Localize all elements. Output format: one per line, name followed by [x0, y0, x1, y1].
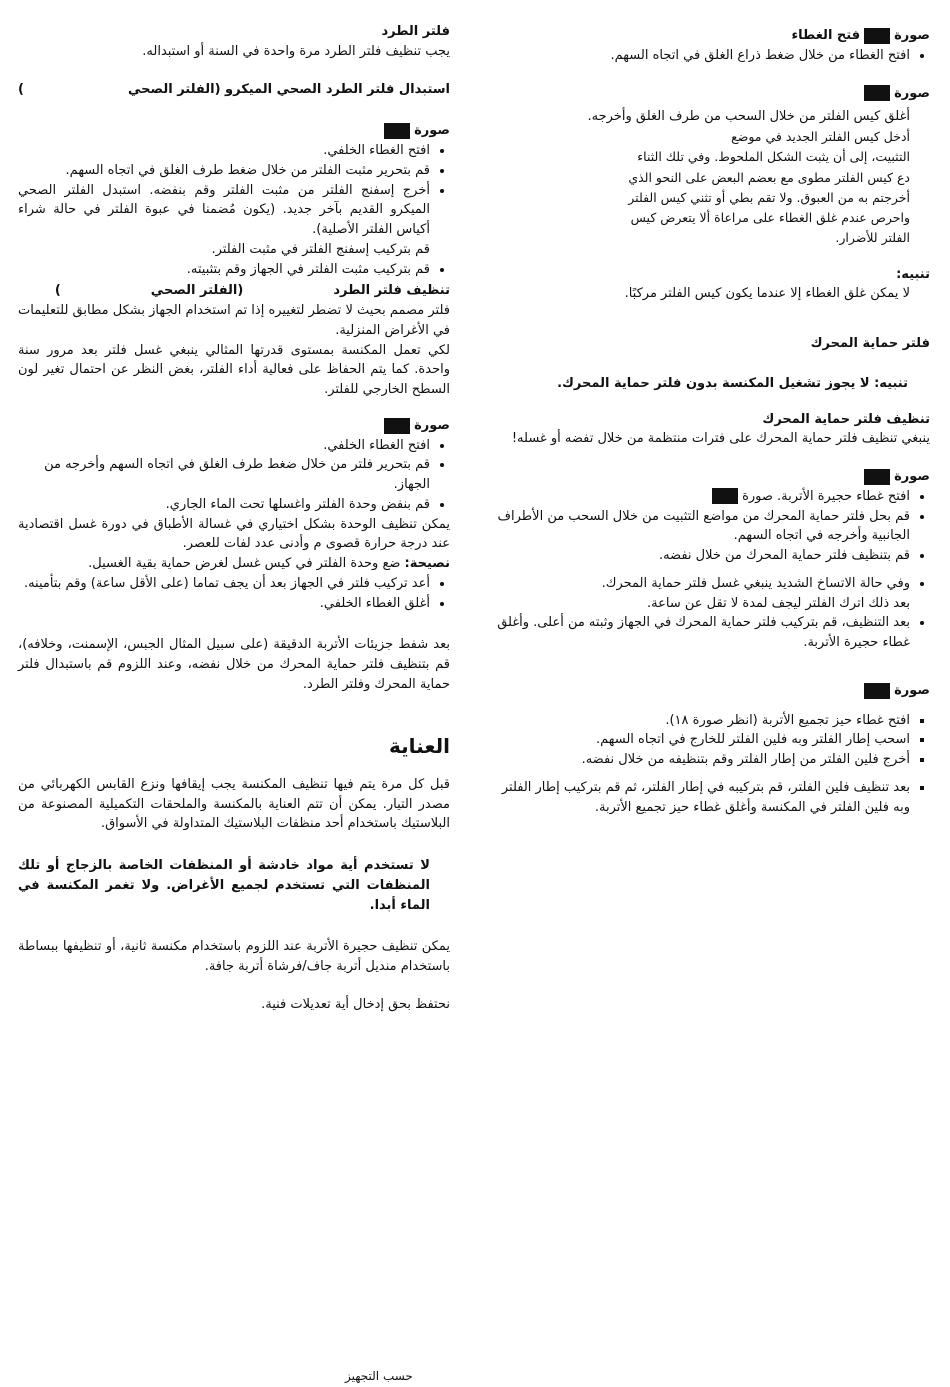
- hepa-text: لكي تعمل المكنسة بمستوى قدرتها المثالي ينبغي غسل فلتر بعد مرور سنة واحدة. كما يتم الحفاظ على فعالية أداء الفلتر، بغض النظر عن احتمال تغير لون السطح الخارجي للفلتر.: [18, 342, 450, 397]
- figure-heading: [492, 681, 930, 701]
- fine-dust-text: بعد شفط جزيئات الأتربة الدقيقة (على سبيل المثال الجبس، الإسمنت، وخلافه)، قم بتنظيف فلتر حماية المحرك من خلال نفضه، وعند اللزوم قم باستبدال فلتر حماية المحرك وفلتر الطرد.: [18, 637, 450, 692]
- motor-clean-title: تنظيف فلتر حماية المحرك: [762, 411, 930, 427]
- mirrored-line: .رارضألل رتلفلا: [835, 230, 910, 246]
- figure-heading-open-cover: [492, 26, 930, 46]
- motor-clean-text: ينبغي تنظيف فلتر حماية المحرك على فترات منتظمة من خلال تفضه أو غسله!: [511, 431, 930, 447]
- step-text: افتح غطاء حجيرة الأتربة. صورة: [742, 488, 910, 504]
- list-item: • أغلق الغطاء الخلفي.: [18, 594, 430, 614]
- figure-label: صورة: [894, 682, 930, 698]
- care-text: قبل كل مرة يتم فيها تنظيف المكنسة يجب إيقافها ونزع القابس الكهربائي من مصدر التيار. يمكن أن تتم العناية بالمكنسة والملحقات التكميلية المصنوعة من البلاستيك باستخدام أحد منظفات البلاستيك المتداولة في الأسواق.: [18, 776, 450, 832]
- title-paren: ): [18, 81, 24, 97]
- clean-exhaust-steps: [18, 436, 450, 515]
- warning-text: لا يمكن غلق الغطاء إلا عندما يكون كيس الفلتر مركبًا.: [624, 286, 910, 302]
- list-item: [492, 574, 910, 614]
- list-item: [492, 487, 910, 507]
- tip-text: ضع وحدة الفلتر في كيس غسل لغرض حماية بقية الغسيل.: [88, 556, 401, 571]
- figure-number-box: [384, 418, 410, 434]
- list-item: ▪ افتح غطاء حيز تجميع الأتربة (انظر صورة ١٨).: [492, 711, 910, 731]
- mirrored-line: يذلا وحنلا ىلع ضعبلا مضعب عم ىوطم رتلفلا سيك عد: [628, 169, 910, 185]
- replace-filter-title: [18, 80, 450, 100]
- mirrored-line: رتلفلا سيك ينثت وأ يطب مقت الو .قوبعلا نم هب متجرخأ: [628, 189, 910, 205]
- figure-label: صورة: [414, 123, 450, 139]
- section-title: فتح الغطاء: [791, 28, 861, 43]
- close-bag-text: أغلق كيس الفلتر من خلال السحب من طرف الغلق وأخرجه.: [587, 109, 910, 125]
- figure-label: صورة: [894, 85, 930, 101]
- list-item: • قم بتحرير فلتر من خلال ضغط طرف الغلق في اتجاه السهم وأخرجه من الجهاز.: [18, 455, 430, 495]
- list-item: • أعد تركيب فلتر في الجهاز بعد أن يجف تماما (على الأقل ساعة) وقم بتأمينه.: [18, 574, 430, 594]
- list-item: • قم بتحرير مثبت الفلتر من خلال ضغط طرف الغلق في اتجاه السهم.: [18, 161, 430, 181]
- list-item: ▪ اسحب إطار الفلتر وبه فلين الفلتر للخارج في اتجاه السهم.: [492, 730, 910, 750]
- figure-heading: [18, 121, 450, 141]
- technical-changes-note: نحتفظ بحق إدخال أية تعديلات فنية.: [261, 996, 450, 1012]
- hepa-text: فلتر مصمم بحيث لا تضطر لتغييره إذا تم استخدام الجهاز بشكل مطابق للتعليمات في الأغراض المنزلية.: [18, 303, 450, 338]
- care-text-2: يمكن تنظيف حجيرة الأتربة عند اللزوم باستخدام مكنسة ثانية، أو تنظيفها ببساطة باستخدام منديل أتربة جاف/فرشاة أتربة جافة.: [18, 939, 450, 975]
- warning-title: تنبيه:: [896, 266, 930, 282]
- list-item: [18, 181, 430, 260]
- step-text: أخرج إسفنج الفلتر من مثبت الفلتر وقم بنفضه. استبدل الفلتر الصحي الميكرو القديم بآخر جديد. (يكون مُضمنا في عبوة الفلتر في حالة شراء أكياس الفلتر الأصلية).: [18, 182, 430, 237]
- filter-frame-steps: [492, 711, 930, 818]
- list-item: • قم بتنظيف فلتر حماية المحرك من خلال نفضه.: [492, 546, 910, 566]
- mirrored-line: عضوم يف ديدجلا رتلفلا سيك لخدأ: [731, 129, 910, 144]
- list-item: ▪ أخرج فلين الفلتر من إطار الفلتر وقم بتنظيفه من خلال نفضه.: [492, 750, 910, 770]
- left-column: [18, 22, 450, 1015]
- dishwasher-note: يمكن تنظيف الوحدة بشكل اختياري في غسالة الأطباق في دورة غسل اقتصادية عند درجة حرارة قصوى م وأدنى عدد لفات للعصر.: [18, 516, 450, 552]
- list-item: • بعد التنظيف، قم بتركيب فلتر حماية المحرك في الجهاز وثبته من أعلى. وأغلق غطاء حجيرة الأتربة.: [492, 613, 910, 653]
- motor-filter-warning: تنبيه: لا يجوز تشغيل المكنسة بدون فلتر حماية المحرك.: [557, 375, 908, 391]
- title-text: تنظيف فلتر الطرد: [333, 283, 450, 299]
- figure-heading: [492, 84, 930, 104]
- list-item: • قم بحل فلتر حماية المحرك من مواضع التثبيت من خلال السحب من الأطراف الجانبية وأخرجه في اتجاه السهم.: [492, 507, 910, 547]
- figure-number-box: [864, 85, 890, 101]
- list-item: • قم بتركيب مثبت الفلتر في الجهاز وقم بتثبيته.: [18, 260, 430, 280]
- replace-filter-steps: [18, 141, 450, 279]
- figure-number-box: [712, 488, 738, 504]
- title-close: ): [54, 283, 61, 299]
- step-subtext: بعد ذلك اترك الفلتر ليجف لمدة لا تقل عن ساعة.: [647, 595, 910, 611]
- exhaust-filter-title: فلتر الطرد: [381, 24, 450, 39]
- step-subtext: قم بتركيب إسفنج الفلتر في مثبت الفلتر.: [211, 241, 430, 257]
- list-item: • افتح الغطاء من خلال ضغط ذراع الغلق في اتجاه السهم.: [492, 46, 910, 66]
- list-item: • افتح الغطاء الخلفي.: [18, 436, 430, 456]
- list-item: ▪ بعد تنظيف فلين الفلتر، قم بتركيبه في إطار الفلتر، ثم قم بتركيب إطار الفلتر وبه فلين الفلتر في المكنسة وأغلق غطاء حيز تجميع الأتربة.: [492, 778, 910, 818]
- step-text: وفي حالة الاتساخ الشديد ينبغي غسل فلتر حماية المحرك.: [601, 575, 910, 591]
- figure-number-box: [864, 469, 890, 485]
- clean-exhaust-title: [18, 281, 450, 301]
- mirrored-line: ءانثلا كلت يفو .طوحلملا لكشلا تبثي نأ ىلإ ،تيبثتلا: [637, 149, 910, 165]
- right-column: [492, 22, 930, 817]
- figure-heading: [18, 416, 450, 436]
- title-text: استبدال فلتر الطرد الصحي الميكرو (الفلتر الصحي: [128, 81, 450, 97]
- figure-heading: [492, 467, 930, 487]
- figure-label: صورة: [414, 417, 450, 433]
- footer-note: حسب التجهيز: [345, 1369, 413, 1383]
- motor-filter-title: فلتر حماية المحرك: [810, 336, 930, 351]
- figure-number-box: [384, 123, 410, 139]
- list-item: • قم بنفض وحدة الفلتر واغسلها تحت الماء الجاري.: [18, 495, 430, 515]
- title-paren: (الفلتر الصحي: [150, 283, 244, 299]
- tip-label: نصيحة:: [404, 556, 450, 571]
- motor-filter-wash: [492, 574, 930, 653]
- figure-number-box: [864, 28, 890, 44]
- care-warning: لا تستخدم أية مواد خادشة أو المنظفات الخاصة بالزجاج أو تلك المنظفات التي تستخدم لجميع الأغراض. ولا تغمر المكنسة في الماء أبدا.: [18, 858, 430, 913]
- figure-label: صورة: [894, 469, 930, 484]
- exhaust-filter-text: يجب تنظيف فلتر الطرد مرة واحدة في السنة أو استبداله.: [142, 43, 450, 59]
- tip: [18, 554, 450, 574]
- care-title: العناية: [389, 733, 450, 758]
- mirrored-text-block: [492, 127, 930, 249]
- figure-number-box: [864, 683, 890, 699]
- list-item: • افتح الغطاء الخلفي.: [18, 141, 430, 161]
- open-cover-steps: [492, 46, 930, 66]
- mirrored-line: سيك ضرعتي الأ ةاعارم ىلع ءاطغلا قلغ مدنع صرحاو: [630, 210, 910, 225]
- motor-filter-steps: [492, 487, 930, 566]
- reinstall-steps: [18, 574, 450, 614]
- figure-label: صورة: [894, 28, 930, 43]
